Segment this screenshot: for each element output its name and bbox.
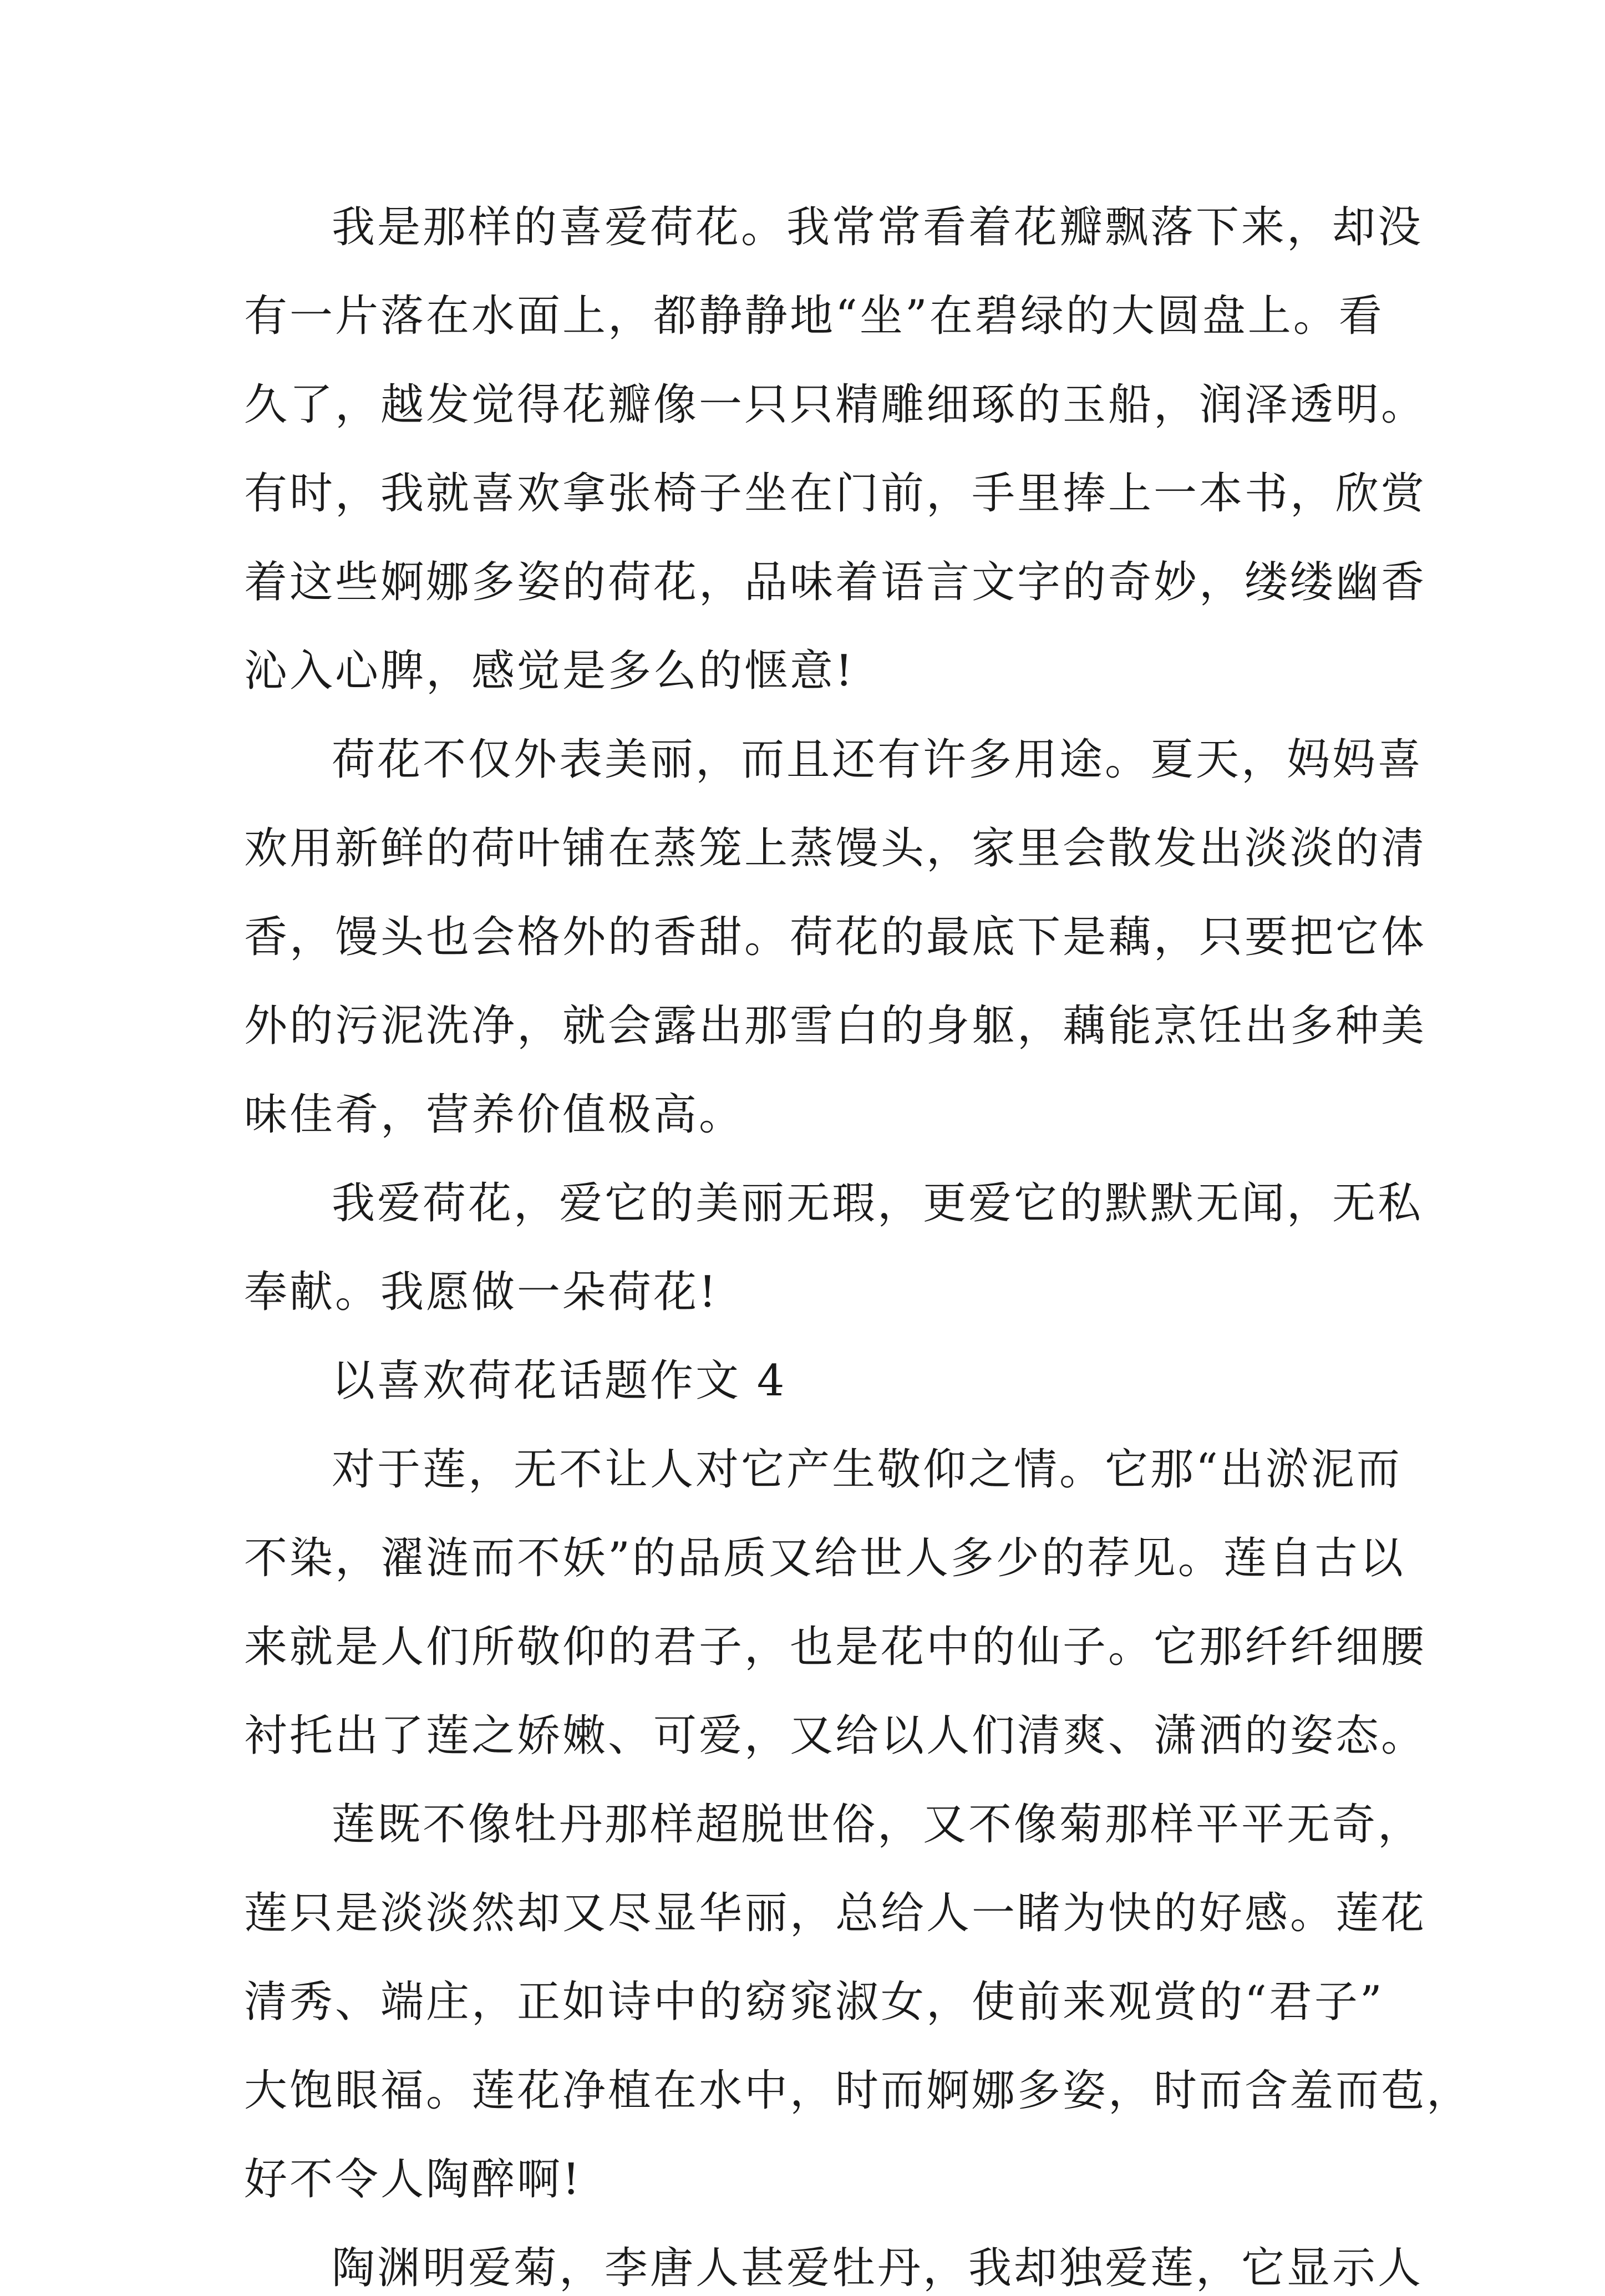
text-line: 清秀、端庄，正如诗中的窈窕淑女，使前来观赏的“君子” (244, 1977, 1384, 2027)
text-line: 我是那样的喜爱荷花。我常常看着花瓣飘落下来，却没 (332, 202, 1424, 252)
text-line: 味佳肴，营养价值极高。 (244, 1090, 745, 1140)
text-line: 荷花不仅外表美丽，而且还有许多用途。夏天，妈妈喜 (332, 735, 1424, 785)
text-line: 衬托出了莲之娇嫩、可爱，又给以人们清爽、潇洒的姿态。 (244, 1711, 1427, 1761)
text-line: 莲只是淡淡然却又尽显华丽，总给人一睹为快的好感。莲花 (244, 1888, 1427, 1938)
text-line: 奉献。我愿做一朵荷花! (244, 1267, 719, 1317)
text-line: 久了，越发觉得花瓣像一只只精雕细琢的玉船，润泽透明。 (244, 380, 1427, 430)
text-line: 外的污泥洗净，就会露出那雪白的身躯，藕能烹饪出多种美 (244, 1001, 1427, 1051)
text-line: 好不令人陶醉啊! (244, 2155, 582, 2204)
section-heading: 以喜欢荷花话题作文 4 (332, 1356, 787, 1406)
text-line: 不染，濯涟而不妖”的品质又给世人多少的荐见。莲自古以 (244, 1533, 1405, 1583)
text-line: 陶渊明爱菊，李唐人甚爱牡丹，我却独爱莲，它显示人 (332, 2243, 1424, 2293)
text-line: 对于莲，无不让人对它产生敬仰之情。它那“出淤泥而 (332, 1445, 1402, 1495)
text-line: 沁入心脾，感觉是多么的惬意! (244, 646, 855, 696)
text-line: 大饱眼福。莲花净植在水中，时而婀娜多姿，时而含羞而苞， (244, 2066, 1472, 2116)
text-line: 来就是人们所敬仰的君子，也是花中的仙子。它那纤纤细腰 (244, 1622, 1427, 1672)
text-line: 我爱荷花，爱它的美丽无瑕，更爱它的默默无闻，无私 (332, 1179, 1424, 1228)
text-line: 莲既不像牡丹那样超脱世俗，又不像菊那样平平无奇， (332, 1800, 1424, 1850)
text-line: 着这些婀娜多姿的荷花，品味着语言文字的奇妙，缕缕幽香 (244, 557, 1427, 607)
text-line: 香，馒头也会格外的香甜。荷花的最底下是藕，只要把它体 (244, 912, 1427, 962)
text-line: 有时，我就喜欢拿张椅子坐在门前，手里捧上一本书，欣赏 (244, 469, 1427, 519)
text-line: 有一片落在水面上，都静静地“坐”在碧绿的大圆盘上。看 (244, 291, 1384, 341)
text-line: 欢用新鲜的荷叶铺在蒸笼上蒸馒头，家里会散发出淡淡的清 (244, 824, 1427, 873)
